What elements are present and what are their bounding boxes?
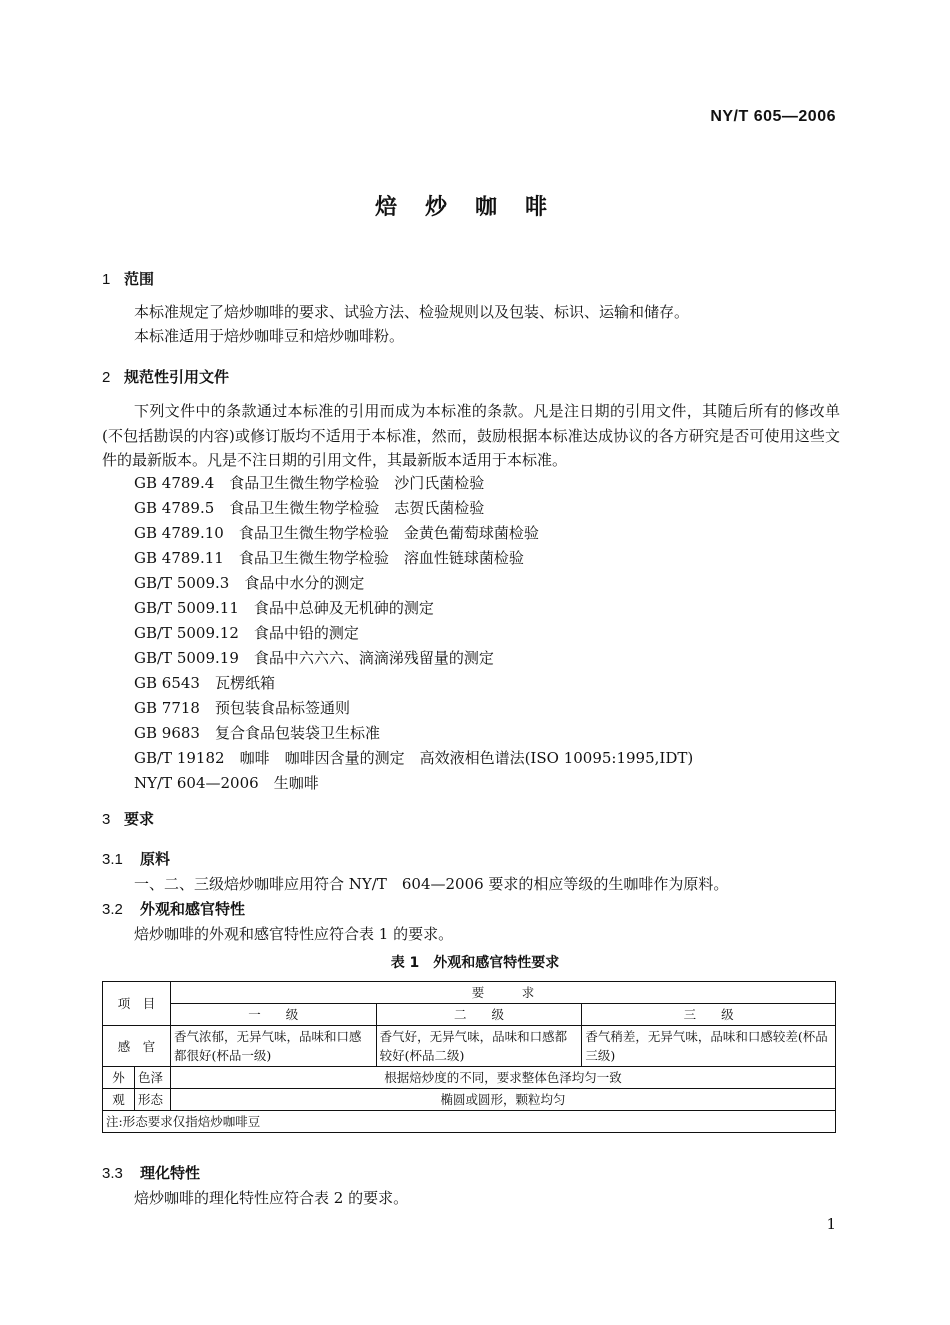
ref-code: GB/T 5009.12 <box>134 624 239 642</box>
ref-name: 食品中六六六、滴滴涕残留量的测定 <box>253 649 494 667</box>
section-number: 3.3 <box>102 1165 123 1182</box>
grade-header: 二 级 <box>376 1004 582 1026</box>
reference-item <box>134 747 693 768</box>
ref-name: 复合食品包装袋卫生标准 <box>214 724 380 742</box>
ref-code: GB 4789.4 <box>134 474 215 492</box>
table-cell: 香气浓郁，无异气味，品味和口感都很好(杯品一级) <box>170 1026 376 1067</box>
ref-code: GB/T 5009.11 <box>134 599 239 617</box>
sensory-label: 感 官 <box>103 1026 171 1067</box>
page-title: 焙炒咖啡 <box>374 195 575 220</box>
reference-item <box>134 472 484 493</box>
paragraph: 一、二、三级焙炒咖啡应用符合 NY/T 604—2006 要求的相应等级的生咖啡作为原料。 <box>134 875 729 893</box>
ref-code: GB 4789.5 <box>134 499 215 517</box>
grade-header: 三 级 <box>582 1004 836 1026</box>
table-caption: 表 1 外观和感官特性要求 <box>390 955 560 971</box>
table-header-item: 项 目 <box>103 982 171 1026</box>
ref-name: 咖啡 咖啡因含量的测定 高效液相色谱法(ISO 10095:1995,IDT) <box>239 749 694 767</box>
appearance-label: 外 <box>103 1067 135 1089</box>
section-title: 原料 <box>140 850 171 868</box>
section-number: 3.1 <box>102 851 123 868</box>
table-cell: 香气稍差，无异气味，品味和口感较差(杯品三级) <box>582 1026 836 1067</box>
section-title: 要求 <box>124 810 155 828</box>
table-cell: 椭圆或圆形，颗粒均匀 <box>170 1089 835 1111</box>
reference-item <box>134 672 275 693</box>
ref-name: 预包装食品标签通则 <box>214 699 350 717</box>
paragraph: 焙炒咖啡的理化特性应符合表 2 的要求。 <box>134 1189 409 1207</box>
reference-item <box>134 497 484 518</box>
reference-item <box>134 572 364 593</box>
ref-code: GB 4789.11 <box>134 549 224 567</box>
section-2-heading <box>102 366 229 387</box>
intro-paragraph: 下列文件中的条款通过本标准的引用而成为本标准的条款。凡是注日期的引用文件，其随后所有的修改单(不包括勘误的内容)或修订版均不适用于本标准，然而，鼓励根据本标准达成协议的各方研究是否可使用这些文件的最新版本。凡是不注日期的引用文件，其最新版本适用于本标准。 <box>102 402 840 469</box>
shape-label: 形态 <box>134 1089 170 1111</box>
paragraph: 本标准适用于焙炒咖啡豆和焙炒咖啡粉。 <box>134 327 405 345</box>
ref-code: GB/T 5009.3 <box>134 574 230 592</box>
section-3-2-heading <box>102 898 245 919</box>
appearance-label: 观 <box>103 1089 135 1111</box>
ref-code: GB 7718 <box>134 699 200 717</box>
ref-name: 食品卫生微生物学检验 沙门氏菌检验 <box>229 474 485 492</box>
reference-item <box>134 622 359 643</box>
ref-name: 食品卫生微生物学检验 溶血性链球菌检验 <box>238 549 524 567</box>
table-cell: 根据焙炒度的不同，要求整体色泽均匀一致 <box>170 1067 835 1089</box>
ref-name: 食品卫生微生物学检验 志贺氏菌检验 <box>229 499 485 517</box>
paragraph: 焙炒咖啡的外观和感官特性应符合表 1 的要求。 <box>134 925 454 943</box>
section-number: 3.2 <box>102 901 123 918</box>
section-title: 规范性引用文件 <box>124 368 230 386</box>
ref-code: GB 6543 <box>134 674 200 692</box>
ref-name: 食品中铅的测定 <box>253 624 359 642</box>
reference-item <box>134 722 380 743</box>
reference-item <box>134 547 524 568</box>
section-number: 3 <box>102 811 111 828</box>
ref-name: 食品卫生微生物学检验 金黄色葡萄球菌检验 <box>238 524 539 542</box>
table-header-requirement: 要 求 <box>170 982 835 1004</box>
section-number: 2 <box>102 369 111 386</box>
section-title: 理化特性 <box>140 1164 201 1182</box>
paragraph: 本标准规定了焙炒咖啡的要求、试验方法、检验规则以及包装、标识、运输和储存。 <box>134 303 690 321</box>
reference-item <box>134 597 434 618</box>
ref-name: 食品中水分的测定 <box>244 574 365 592</box>
ref-name: 生咖啡 <box>273 774 319 792</box>
ref-code: GB/T 19182 <box>134 749 225 767</box>
ref-code: NY/T 604—2006 <box>134 774 259 792</box>
ref-name: 瓦楞纸箱 <box>214 674 275 692</box>
ref-code: GB 4789.10 <box>134 524 224 542</box>
reference-item <box>134 522 539 543</box>
section-1-heading <box>102 268 154 289</box>
section-title: 范围 <box>124 270 155 288</box>
reference-item <box>134 772 319 793</box>
ref-name: 食品中总砷及无机砷的测定 <box>253 599 434 617</box>
ref-code: GB 9683 <box>134 724 200 742</box>
reference-item <box>134 647 494 668</box>
section-3-1-heading <box>102 848 170 869</box>
page-number: 1 <box>826 1215 836 1233</box>
table-note: 注:形态要求仅指焙炒咖啡豆 <box>103 1111 836 1133</box>
table-cell: 香气好，无异气味，品味和口感都较好(杯品二级) <box>376 1026 582 1067</box>
ref-code: GB/T 5009.19 <box>134 649 239 667</box>
reference-item <box>134 697 350 718</box>
section-3-3-heading <box>102 1162 200 1183</box>
section-3-heading <box>102 808 154 829</box>
section-title: 外观和感官特性 <box>140 900 246 918</box>
color-label: 色泽 <box>134 1067 170 1089</box>
standard-code: NY/T 605—2006 <box>710 108 836 125</box>
requirements-table <box>102 981 836 1133</box>
section-number: 1 <box>102 271 111 288</box>
grade-header: 一 级 <box>170 1004 376 1026</box>
